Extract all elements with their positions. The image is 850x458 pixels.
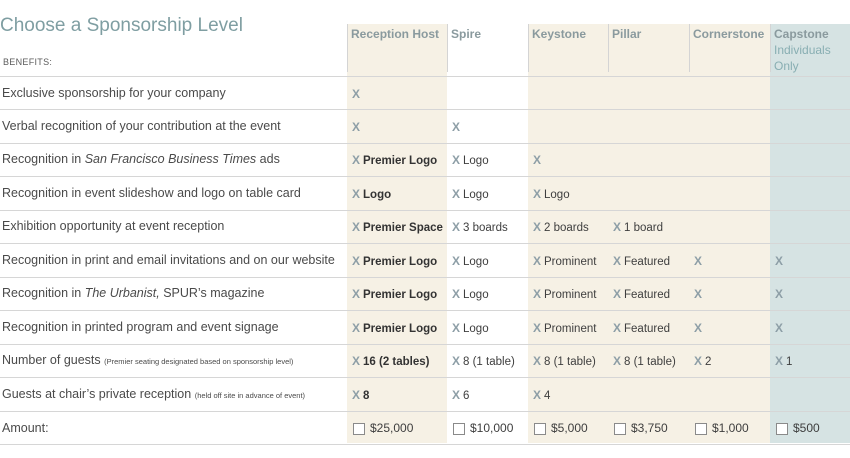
- benefit-cell: [452, 388, 469, 402]
- column-divider: [447, 24, 448, 72]
- check-mark-icon: X: [352, 320, 361, 335]
- benefits-label: BENEFITS:: [3, 57, 53, 67]
- benefit-value: Premier Logo: [363, 154, 438, 167]
- benefit-label: [2, 253, 335, 267]
- row-divider: [0, 344, 850, 345]
- amount-checkbox[interactable]: [614, 423, 626, 435]
- check-mark-icon: X: [452, 353, 461, 368]
- benefit-cell: [352, 120, 363, 134]
- benefit-cell: [613, 220, 663, 234]
- benefit-text: Exhibition opportunity at event reception: [2, 218, 225, 233]
- amount-option[interactable]: [614, 421, 668, 435]
- benefit-cell: [694, 254, 705, 268]
- benefit-cell: [352, 87, 363, 101]
- check-mark-icon: X: [352, 353, 361, 368]
- row-divider: [0, 277, 850, 278]
- row-divider: [0, 176, 850, 177]
- benefit-text: The Urbanist,: [84, 285, 160, 300]
- amount-option[interactable]: [695, 421, 749, 435]
- benefit-value: 16 (2 tables): [363, 355, 430, 368]
- check-mark-icon: X: [533, 186, 542, 201]
- benefit-text: Exclusive sponsorship for your company: [2, 85, 226, 100]
- benefit-value: Logo: [463, 154, 489, 167]
- check-mark-icon: X: [694, 353, 703, 368]
- benefit-cell: [613, 254, 670, 268]
- row-divider: [0, 411, 850, 412]
- benefit-cell: [533, 388, 550, 402]
- check-mark-icon: X: [613, 219, 622, 234]
- amount-checkbox[interactable]: [695, 423, 707, 435]
- benefit-value: Prominent: [544, 288, 597, 301]
- benefit-value: Featured: [624, 255, 671, 268]
- check-mark-icon: X: [452, 186, 461, 201]
- benefit-label: [2, 152, 280, 166]
- benefit-value: 6: [463, 389, 470, 402]
- benefit-value: 8 (1 table): [463, 355, 515, 368]
- benefit-text: Recognition in event slideshow and logo on table card: [2, 185, 301, 200]
- benefit-cell: [533, 354, 596, 368]
- benefit-cell: [352, 187, 391, 201]
- row-divider: [0, 310, 850, 311]
- benefit-cell: [452, 187, 489, 201]
- column-background: [770, 24, 850, 443]
- benefit-note: (Premier seating designated based on sponsorship level): [104, 356, 294, 366]
- column-divider: [528, 24, 529, 72]
- check-mark-icon: X: [452, 152, 461, 167]
- benefit-cell: [352, 254, 437, 268]
- amount-value: $1,000: [712, 421, 749, 435]
- check-mark-icon: X: [352, 219, 361, 234]
- level-header: [774, 26, 848, 74]
- benefit-cell: [452, 287, 489, 301]
- benefit-cell: [452, 220, 508, 234]
- benefit-value: Premier Logo: [363, 288, 438, 301]
- column-divider: [689, 24, 690, 72]
- benefit-cell: [533, 287, 596, 301]
- benefit-value: Logo: [463, 188, 489, 201]
- benefit-cell: [775, 321, 786, 335]
- benefit-value: 4: [544, 389, 551, 402]
- benefit-text: Recognition in: [2, 151, 85, 166]
- benefit-note: (held off site in advance of event): [194, 390, 306, 400]
- benefit-cell: [452, 254, 489, 268]
- benefit-text: Number of guests: [2, 352, 105, 367]
- row-divider: [0, 377, 850, 378]
- benefit-value: Prominent: [544, 255, 597, 268]
- check-mark-icon: X: [452, 286, 461, 301]
- amount-option[interactable]: [453, 421, 513, 435]
- benefit-value: Logo: [463, 288, 489, 301]
- benefit-cell: [613, 287, 670, 301]
- check-mark-icon: X: [775, 320, 784, 335]
- benefit-cell: [352, 220, 443, 234]
- benefit-cell: [452, 354, 515, 368]
- benefit-cell: [775, 354, 792, 368]
- benefit-cell: [694, 354, 711, 368]
- benefit-cell: [452, 321, 489, 335]
- benefit-cell: [775, 254, 786, 268]
- benefit-value: 3 boards: [463, 221, 508, 234]
- level-header: [351, 26, 445, 42]
- benefit-cell: [352, 354, 430, 368]
- benefit-label: [2, 286, 264, 300]
- check-mark-icon: X: [613, 286, 622, 301]
- check-mark-icon: X: [533, 387, 542, 402]
- amount-checkbox[interactable]: [453, 423, 465, 435]
- column-divider: [770, 24, 771, 72]
- level-header: [612, 26, 687, 42]
- check-mark-icon: X: [694, 320, 703, 335]
- level-subtitle: Individuals Only: [774, 43, 831, 73]
- benefit-cell: [352, 287, 437, 301]
- column-divider: [608, 24, 609, 72]
- benefit-value: Featured: [624, 288, 671, 301]
- level-header: [451, 26, 526, 42]
- level-header: [693, 26, 768, 42]
- benefit-cell: [352, 153, 437, 167]
- check-mark-icon: X: [352, 152, 361, 167]
- amount-label: Amount:: [2, 421, 49, 435]
- benefit-value: Premier Logo: [363, 322, 438, 335]
- check-mark-icon: X: [352, 253, 361, 268]
- benefit-value: 1 board: [624, 221, 664, 234]
- benefit-cell: [452, 153, 489, 167]
- benefit-value: 2: [705, 355, 712, 368]
- benefit-value: 8 (1 table): [544, 355, 596, 368]
- amount-option[interactable]: [353, 421, 413, 435]
- amount-value: $500: [793, 421, 820, 435]
- benefit-label: [2, 320, 279, 334]
- level-name: Reception Host: [351, 27, 440, 41]
- benefit-label: [2, 119, 281, 133]
- benefit-label: [2, 86, 226, 100]
- level-name: Capstone: [774, 27, 829, 41]
- check-mark-icon: X: [775, 286, 784, 301]
- check-mark-icon: X: [533, 253, 542, 268]
- benefit-text: Guests at chair’s private reception: [2, 386, 195, 401]
- benefit-text: San Francisco Business Times: [84, 151, 257, 166]
- amount-value: $10,000: [470, 421, 514, 435]
- benefit-value: Premier Logo: [363, 255, 438, 268]
- level-name: Cornerstone: [693, 27, 765, 41]
- benefit-label: [2, 353, 293, 367]
- benefit-label: [2, 219, 224, 233]
- benefit-value: Logo: [363, 188, 392, 201]
- row-divider: [0, 210, 850, 211]
- benefit-cell: [352, 388, 369, 402]
- row-divider: [0, 76, 850, 77]
- check-mark-icon: X: [533, 320, 542, 335]
- check-mark-icon: X: [613, 353, 622, 368]
- benefit-cell: [533, 187, 570, 201]
- check-mark-icon: X: [533, 219, 542, 234]
- benefit-cell: [533, 153, 544, 167]
- benefit-value: Prominent: [544, 322, 597, 335]
- row-divider: [0, 143, 850, 144]
- amount-value: $5,000: [551, 421, 588, 435]
- benefit-text: SPUR’s magazine: [159, 285, 265, 300]
- benefit-cell: [613, 354, 676, 368]
- benefit-label: [2, 387, 305, 401]
- amount-value: $25,000: [370, 421, 414, 435]
- check-mark-icon: X: [694, 253, 703, 268]
- column-divider: [347, 24, 348, 72]
- amount-value: $3,750: [631, 421, 668, 435]
- check-mark-icon: X: [613, 320, 622, 335]
- check-mark-icon: X: [452, 219, 461, 234]
- check-mark-icon: X: [694, 286, 703, 301]
- benefit-text: Recognition in print and email invitations and on our website: [2, 252, 335, 267]
- benefit-value: Logo: [463, 255, 489, 268]
- amount-checkbox[interactable]: [534, 423, 546, 435]
- check-mark-icon: X: [352, 86, 361, 101]
- benefit-cell: [533, 220, 589, 234]
- check-mark-icon: X: [533, 286, 542, 301]
- check-mark-icon: X: [352, 186, 361, 201]
- level-name: Keystone: [532, 27, 587, 41]
- benefit-value: Premier Space: [363, 221, 443, 234]
- check-mark-icon: X: [352, 119, 361, 134]
- benefit-value: 2 boards: [544, 221, 589, 234]
- column-background: [689, 24, 770, 443]
- check-mark-icon: X: [452, 119, 461, 134]
- level-name: Spire: [451, 27, 482, 41]
- check-mark-icon: X: [352, 387, 361, 402]
- check-mark-icon: X: [775, 353, 784, 368]
- benefit-value: 8 (1 table): [624, 355, 676, 368]
- benefit-value: 1: [786, 355, 793, 368]
- benefit-cell: [775, 287, 786, 301]
- row-divider: [0, 109, 850, 110]
- level-header: [532, 26, 606, 42]
- amount-option[interactable]: [776, 421, 820, 435]
- check-mark-icon: X: [533, 353, 542, 368]
- benefit-label: [2, 186, 301, 200]
- row-divider: [0, 444, 850, 445]
- row-divider: [0, 243, 850, 244]
- benefit-text: Verbal recognition of your contribution at the event: [2, 118, 281, 133]
- amount-checkbox[interactable]: [353, 423, 365, 435]
- benefit-text: Recognition in printed program and event signage: [2, 319, 279, 334]
- check-mark-icon: X: [352, 286, 361, 301]
- benefit-cell: [694, 321, 705, 335]
- benefit-value: 8: [363, 389, 370, 402]
- benefit-cell: [694, 287, 705, 301]
- benefit-cell: [533, 321, 596, 335]
- benefit-value: Logo: [463, 322, 489, 335]
- benefit-value: Featured: [624, 322, 671, 335]
- benefit-cell: [452, 120, 463, 134]
- amount-option[interactable]: [534, 421, 588, 435]
- amount-checkbox[interactable]: [776, 423, 788, 435]
- page-title: Choose a Sponsorship Level: [0, 15, 243, 36]
- level-name: Pillar: [612, 27, 642, 41]
- check-mark-icon: X: [452, 387, 461, 402]
- benefit-cell: [613, 321, 670, 335]
- check-mark-icon: X: [533, 152, 542, 167]
- check-mark-icon: X: [452, 320, 461, 335]
- check-mark-icon: X: [452, 253, 461, 268]
- benefit-value: Logo: [544, 188, 570, 201]
- benefit-cell: [352, 321, 437, 335]
- benefit-text: ads: [256, 151, 280, 166]
- check-mark-icon: X: [775, 253, 784, 268]
- benefit-cell: [533, 254, 596, 268]
- check-mark-icon: X: [613, 253, 622, 268]
- benefit-text: Recognition in: [2, 285, 85, 300]
